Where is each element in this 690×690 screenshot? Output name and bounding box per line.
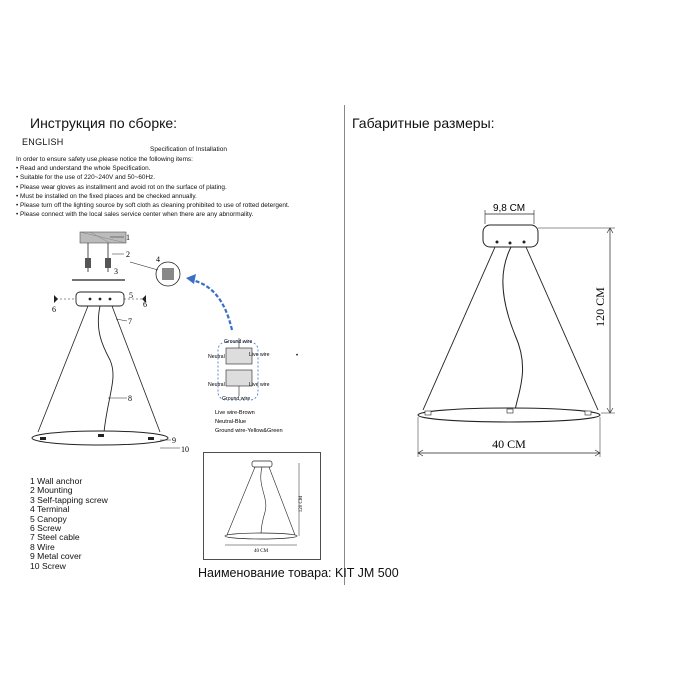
part-item: 9 Metal cover xyxy=(30,551,82,562)
callout-6-right: 6 xyxy=(143,300,147,309)
callout-6-left: 6 xyxy=(52,305,56,314)
callout-2: 2 xyxy=(126,250,130,259)
part-item: 2 Mounting xyxy=(30,485,73,496)
spec-line: • Please turn off the lighting source by soft cloth as cleaning prohibited to use of rotted detergent. xyxy=(16,202,290,210)
spec-title: Specification of Installation xyxy=(150,146,227,153)
wiring-ground-top: Ground wire xyxy=(224,339,253,345)
spec-line: • Read and understand the whole Specification. xyxy=(16,165,151,173)
callout-5: 5 xyxy=(129,291,133,300)
wiring-live-top: Live wire xyxy=(249,352,270,358)
thumbnail-height: 120 CM xyxy=(299,495,304,513)
wiring-neutral-bottom: Neutral xyxy=(208,382,225,388)
wiring-legend-neutral: Neutral-Blue xyxy=(215,419,247,425)
product-name: Наименование товара: KIT JM 500 xyxy=(198,566,399,580)
assembly-heading: Инструкция по сборке: xyxy=(30,115,178,131)
callout-1: 1 xyxy=(126,233,130,242)
parts-list xyxy=(30,477,108,571)
part-item: 6 Screw xyxy=(30,523,62,534)
spec-line: • Suitable for the use of 220~240V and 50~60Hz. xyxy=(16,174,156,182)
screw-left xyxy=(85,258,91,268)
callout-7: 7 xyxy=(128,317,132,326)
thumbnail-diameter: 40 CM xyxy=(253,549,269,554)
part-item: 5 Canopy xyxy=(30,513,67,524)
dimension-drawing xyxy=(405,195,625,465)
light-ring xyxy=(32,431,168,445)
part-item: 8 Wire xyxy=(30,541,55,552)
steel-cable-right xyxy=(112,306,160,432)
wiring-mark: • xyxy=(296,353,299,359)
cable-right xyxy=(526,247,598,410)
wiring-neutral-top: Neutral xyxy=(208,354,225,360)
wiring-live-bottom: Live wire xyxy=(249,382,270,388)
steel-cable-left xyxy=(38,306,88,432)
callout-9: 9 xyxy=(172,436,176,445)
callout-4: 4 xyxy=(156,255,160,264)
wiring-legend-ground: Ground wire-Yellow&Green xyxy=(215,428,283,434)
cable-left xyxy=(423,247,495,410)
screw-right xyxy=(105,258,111,268)
diameter-label: 40 СМ xyxy=(492,437,526,451)
spec-line: • Please wear gloves as installment and avoid rot on the surface of plating. xyxy=(16,183,227,191)
power-wire xyxy=(98,306,113,432)
spec-line: • Please connect with the local sales service center when there are any abnormality. xyxy=(16,211,254,219)
assembly-diagram xyxy=(0,0,345,470)
part-item: 3 Self-tapping screw xyxy=(30,494,108,505)
spec-line: • Must be installed on the fixed places and be checked annually. xyxy=(16,192,197,200)
height-label: 120 СМ xyxy=(593,287,607,327)
part-item: 1 Wall anchor xyxy=(30,476,83,486)
dimensions-heading: Габаритные размеры: xyxy=(352,115,495,131)
canopy-width-label: 9,8 СМ xyxy=(492,203,526,214)
part-item: 4 Terminal xyxy=(30,504,70,515)
language-label: ENGLISH xyxy=(22,137,64,147)
screw-icon xyxy=(54,295,58,303)
wire-shape xyxy=(503,247,523,411)
thumbnail-diagram xyxy=(203,452,321,560)
part-item: 10 Screw xyxy=(30,560,66,571)
callout-10: 10 xyxy=(181,445,189,454)
direction-arrow xyxy=(192,280,232,330)
part-item: 7 Steel cable xyxy=(30,532,80,543)
callout-8: 8 xyxy=(128,394,132,403)
spec-line: In order to ensure safety use,please notice the following items: xyxy=(16,156,193,163)
wiring-ground-bottom: Ground wire xyxy=(222,396,251,402)
callout-3: 3 xyxy=(114,267,118,276)
wiring-legend-live: Live wire-Brown xyxy=(215,410,255,416)
